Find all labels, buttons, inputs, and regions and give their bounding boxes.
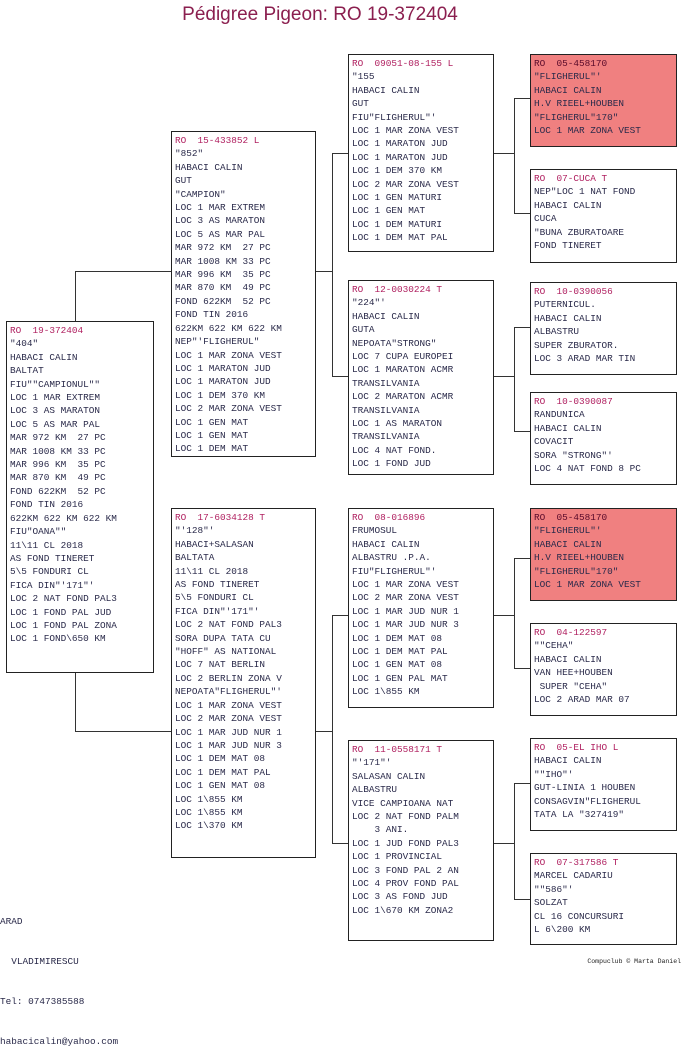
ring-number: RO 10-0390056 — [534, 286, 613, 297]
connector-line — [332, 153, 348, 154]
pigeon-card-sire — [171, 131, 316, 457]
connector-line — [514, 431, 530, 432]
pigeon-info-line: "224"' — [352, 297, 386, 309]
pigeon-info-line: LOC 1 GEN MAT — [175, 416, 249, 428]
pigeon-info-line: 11\11 CL 2018 — [175, 565, 249, 577]
pigeon-info-line: MAR 1008 KM 33 PC — [10, 445, 106, 457]
pigeon-info-line: "852" — [175, 148, 204, 160]
pigeon-info-line: "FLIGHERUL"170" — [534, 565, 619, 577]
pigeon-info-line: HABACI CALIN — [352, 84, 420, 96]
connector-line — [75, 673, 76, 731]
pigeon-info-line: LOC 1\370 KM — [175, 820, 243, 832]
pigeon-info-line: LOC 1 MAR EXTREM — [175, 202, 266, 214]
pigeon-info-line: HABACI CALIN — [352, 538, 420, 550]
connector-line — [332, 615, 333, 843]
pigeon-info-line: H.V RIEEL+HOUBEN — [534, 552, 625, 564]
pigeon-info-line: "BUNA ZBURATOARE — [534, 226, 625, 238]
pigeon-info-line: LOC 1 MARATON JUD — [352, 151, 448, 163]
pigeon-info-line: LOC 1 AS MARATON — [352, 418, 443, 430]
pigeon-info-line: MAR 870 KM 49 PC — [175, 282, 271, 294]
pigeon-info-line: LOC 1 DEM 370 KM — [175, 389, 266, 401]
pigeon-info-line: LOC 3 AS MARATON — [10, 405, 101, 417]
pigeon-info-line: LOC 1 GEN MAT — [352, 205, 426, 217]
pigeon-info-line: LOC 1\670 KM ZONA2 — [352, 904, 454, 916]
pigeon-info-line: MAR 996 KM 35 PC — [10, 459, 106, 471]
pigeon-card-dam-sire-dam — [530, 623, 677, 716]
pigeon-info-line: SOLZAT — [534, 897, 568, 909]
pigeon-info-line: LOC 1 FOND PAL JUD — [10, 606, 112, 618]
pigeon-info-line: SUPER ZBURATOR. — [534, 339, 619, 351]
pigeon-info-line: LOC 4 NAT FOND. — [352, 444, 437, 456]
pigeon-info-line: HABACI CALIN — [534, 755, 602, 767]
pigeon-info-line: MAR 996 KM 35 PC — [175, 269, 271, 281]
pigeon-info-line: HABACI CALIN — [10, 351, 78, 363]
pigeon-info-line: MAR 972 KM 27 PC — [10, 432, 106, 444]
pigeon-info-line: FRUMOSUL — [352, 525, 398, 537]
pigeon-info-line: LOC 4 PROV FOND PAL — [352, 878, 459, 890]
pigeon-card-dam-sire-sire — [530, 508, 677, 601]
pigeon-info-line: FIU""CAMPIONUL"" — [10, 378, 101, 390]
pigeon-info-line: LOC 1 MAR ZONA VEST — [352, 579, 459, 591]
pigeon-info-line: LOC 2 NAT FOND PAL3 — [10, 593, 117, 605]
pigeon-info-line: LOC 1 GEN PAL MAT — [352, 672, 448, 684]
connector-line — [514, 98, 515, 213]
pigeon-info-line: FOND TIN 2016 — [10, 499, 84, 511]
software-credit: Compuclub © Marta Daniel — [587, 958, 681, 965]
pigeon-info-line: LOC 1 MAR ZONA VEST — [534, 579, 641, 591]
ring-number: RO 19-372404 — [10, 325, 84, 336]
pigeon-info-line: LOC 1 MAR JUD NUR 1 — [352, 605, 459, 617]
pigeon-info-line: LOC 1 DEM MAT 08 — [175, 753, 266, 765]
pigeon-info-line: ALBASTRU .P.A. — [352, 552, 431, 564]
pigeon-info-line: LOC 2 BERLIN ZONA V — [175, 672, 282, 684]
pigeon-info-line: ""IHO"' — [534, 768, 574, 780]
pigeon-card-sire-sire — [348, 54, 494, 252]
pigeon-info-line: "FLIGHERUL"' — [534, 525, 602, 537]
pigeon-info-line: LOC 1 FOND PAL ZONA — [10, 619, 117, 631]
pigeon-info-line: ALBASTRU — [534, 326, 580, 338]
pigeon-info-line: LOC 1 FOND JUD — [352, 458, 431, 470]
pigeon-info-line: L 6\200 KM — [534, 924, 591, 936]
connector-line — [514, 558, 530, 559]
pigeon-info-line: GUT-LINIA 1 HOUBEN — [534, 782, 636, 794]
pigeon-info-line: FOND TINERET — [534, 240, 602, 252]
pigeon-info-line: LOC 1 JUD FOND PAL3 — [352, 837, 459, 849]
pigeon-info-line: H.V RIEEL+HOUBEN — [534, 98, 625, 110]
pigeon-info-line: HABACI CALIN — [352, 310, 420, 322]
connector-line — [514, 783, 515, 899]
pigeon-info-line: LOC 1 DEM 370 KM — [352, 165, 443, 177]
pigeon-info-line: LOC 3 FOND PAL 2 AN — [352, 864, 459, 876]
pigeon-info-line: LOC 1 MAR ZONA VEST — [175, 699, 282, 711]
pigeon-info-line: LOC 1 MAR ZONA VEST — [534, 125, 641, 137]
pigeon-info-line: CL 16 CONCURSURI — [534, 910, 625, 922]
pigeon-info-line: FIU"FLIGHERUL"' — [352, 565, 437, 577]
pigeon-info-line: LOC 1 GEN MAT 08 — [175, 780, 266, 792]
pigeon-info-line: FOND 622KM 52 PC — [10, 485, 106, 497]
breeder-contact — [0, 888, 118, 1062]
pigeon-info-line: FIU"FLIGHERUL"' — [352, 111, 437, 123]
ring-number: RO 07-317586 T — [534, 857, 619, 868]
pigeon-info-line: HABACI CALIN — [175, 161, 243, 173]
pigeon-card-sire-sire-sire — [530, 54, 677, 147]
pigeon-info-line: LOC 2 MAR ZONA VEST — [352, 178, 459, 190]
pigeon-card-root — [6, 321, 154, 673]
pigeon-info-line: LOC 4 NAT FOND 8 PC — [534, 463, 641, 475]
ring-number: RO 17-6034128 T — [175, 512, 266, 523]
pigeon-info-line: NEP"'FLIGHERUL" — [175, 336, 260, 348]
pigeon-info-line: VICE CAMPIOANA NAT — [352, 797, 454, 809]
pigeon-info-line: SORA "STRONG"' — [534, 449, 613, 461]
connector-line — [316, 731, 332, 732]
contact-email: habacicalin@yahoo.com — [0, 1036, 119, 1048]
ring-number: RO 05-458170 — [534, 512, 608, 523]
connector-line — [514, 668, 530, 669]
pigeon-info-line: 5\5 FONDURI CL — [10, 566, 89, 578]
pigeon-info-line: "FLIGHERUL"' — [534, 71, 602, 83]
pigeon-info-line: LOC 1 FOND\650 KM — [10, 633, 106, 645]
pigeon-info-line: SUPER "CEHA" — [534, 680, 608, 692]
pigeon-info-line: CONSAGVIN"FLIGHERUL — [534, 795, 641, 807]
pigeon-info-line: BALTAT — [10, 365, 44, 377]
pigeon-card-dam-dam-sire — [530, 738, 677, 831]
pigeon-info-line: "404" — [10, 338, 39, 350]
pigeon-info-line: "FLIGHERUL"170" — [534, 111, 619, 123]
pigeon-info-line: SALASAN CALIN — [352, 770, 426, 782]
contact-locality: VLADIMIRESCU — [0, 956, 79, 968]
connector-line — [75, 731, 171, 732]
pigeon-info-line: LOC 3 AS FOND JUD — [352, 891, 448, 903]
pigeon-info-line: HABACI CALIN — [534, 422, 602, 434]
pigeon-info-line: FICA DIN"'171"' — [175, 605, 260, 617]
connector-line — [514, 899, 530, 900]
pigeon-info-line: LOC 1 MARATON JUD — [352, 138, 448, 150]
connector-line — [494, 843, 514, 844]
connector-line — [514, 558, 515, 668]
ring-number: RO 12-0030224 T — [352, 284, 443, 295]
ring-number: RO 07-CUCA T — [534, 173, 608, 184]
pigeon-info-line: LOC 1 MAR ZONA VEST — [175, 349, 282, 361]
pigeon-info-line: LOC 1 DEM MATURI — [352, 218, 443, 230]
pigeon-info-line: LOC 1 DEM MAT PAL — [175, 766, 271, 778]
pigeon-info-line: 5\5 FONDURI CL — [175, 592, 254, 604]
pigeon-info-line: RANDUNICA — [534, 409, 585, 421]
pigeon-info-line: HABACI CALIN — [534, 84, 602, 96]
pigeon-card-sire-dam — [348, 280, 494, 475]
pigeon-info-line: LOC 5 AS MAR PAL — [175, 228, 266, 240]
connector-line — [332, 376, 348, 377]
pigeon-info-line: 622KM 622 KM 622 KM — [10, 512, 117, 524]
pigeon-info-line: LOC 7 CUPA EUROPEI — [352, 351, 454, 363]
pigeon-info-line: MAR 870 KM 49 PC — [10, 472, 106, 484]
connector-line — [75, 271, 76, 321]
pigeon-info-line: BALTATA — [175, 552, 215, 564]
pigeon-info-line: HABACI CALIN — [534, 538, 602, 550]
pigeon-info-line: LOC 1 PROVINCIAL — [352, 851, 443, 863]
pigeon-info-line: LOC 1 DEM MAT 08 — [352, 632, 443, 644]
pigeon-info-line: 3 ANI. — [352, 824, 409, 836]
pigeon-info-line: LOC 2 MAR ZONA VEST — [352, 592, 459, 604]
connector-line — [316, 271, 332, 272]
pigeon-info-line: TRANSILVANIA — [352, 377, 420, 389]
pigeon-info-line: LOC 3 ARAD MAR TIN — [534, 353, 636, 365]
pigeon-info-line: LOC 1 MAR ZONA VEST — [352, 125, 459, 137]
pigeon-info-line: LOC 5 AS MAR PAL — [10, 418, 101, 430]
ring-number: RO 04-122597 — [534, 627, 608, 638]
pigeon-info-line: SORA DUPA TATA CU — [175, 632, 271, 644]
pigeon-info-line: LOC 1 DEM MAT PAL — [352, 232, 448, 244]
pigeon-info-line: 11\11 CL 2018 — [10, 539, 84, 551]
pigeon-info-line: GUT — [175, 175, 192, 187]
pigeon-info-line: FOND TIN 2016 — [175, 309, 249, 321]
pigeon-info-line: AS FOND TINERET — [175, 579, 260, 591]
pigeon-card-sire-dam-dam — [530, 392, 677, 485]
contact-city: ARAD — [0, 915, 23, 927]
pigeon-info-line: LOC 1 MAR EXTREM — [10, 392, 101, 404]
pigeon-info-line: TATA LA "327419" — [534, 809, 625, 821]
ring-number: RO 05-EL IHO L — [534, 742, 619, 753]
pigeon-info-line: LOC 1 GEN MAT 08 — [352, 659, 443, 671]
connector-line — [494, 153, 514, 154]
pigeon-info-line: LOC 2 NAT FOND PAL3 — [175, 619, 282, 631]
pigeon-info-line: AS FOND TINERET — [10, 552, 95, 564]
pigeon-info-line: LOC 1 DEM MAT PAL — [352, 646, 448, 658]
ring-number: RO 15-433852 L — [175, 135, 260, 146]
pigeon-info-line: CUCA — [534, 213, 557, 225]
connector-line — [332, 615, 348, 616]
pigeon-info-line: MAR 1008 KM 33 PC — [175, 255, 271, 267]
pigeon-info-line: TRANSILVANIA — [352, 431, 420, 443]
pigeon-info-line: NEPOATA"FLIGHERUL"' — [175, 686, 282, 698]
pigeon-info-line: LOC 1 MARATON JUD — [175, 362, 271, 374]
pigeon-info-line: LOC 2 MAR ZONA VEST — [175, 713, 282, 725]
pigeon-info-line: HABACI CALIN — [534, 312, 602, 324]
pigeon-info-line: LOC 1 DEM MAT — [175, 443, 249, 455]
pigeon-info-line: "'128"' — [175, 525, 215, 537]
page-title: Pédigree Pigeon: RO 19-372404 — [182, 4, 458, 25]
pigeon-card-sire-dam-sire — [530, 282, 677, 375]
pigeon-info-line: LOC 1 GEN MAT — [175, 429, 249, 441]
pigeon-info-line: LOC 7 NAT BERLIN — [175, 659, 266, 671]
pigeon-info-line: LOC 1 MARATON ACMR — [352, 364, 454, 376]
pigeon-info-line: LOC 1\855 KM — [352, 686, 420, 698]
pigeon-info-line: COVACIT — [534, 436, 574, 448]
pigeon-info-line: FICA DIN"'171"' — [10, 579, 95, 591]
connector-line — [494, 615, 514, 616]
pigeon-card-sire-sire-dam — [530, 169, 677, 263]
pigeon-info-line: LOC 2 MARATON ACMR — [352, 391, 454, 403]
connector-line — [332, 843, 348, 844]
pigeon-info-line: TRANSILVANIA — [352, 404, 420, 416]
pigeon-info-line: GUT — [352, 98, 369, 110]
pigeon-card-dam-dam — [348, 740, 494, 941]
pigeon-info-line: "HOFF" AS NATIONAL — [175, 646, 277, 658]
pigeon-info-line: PUTERNICUL. — [534, 299, 596, 311]
pigeon-info-line: LOC 1\855 KM — [175, 793, 243, 805]
ring-number: RO 10-0390087 — [534, 396, 613, 407]
pigeon-info-line: ""586"' — [534, 883, 574, 895]
ring-number: RO 11-0558171 T — [352, 744, 443, 755]
pigeon-info-line: "CAMPION" — [175, 188, 226, 200]
pigeon-card-dam — [171, 508, 316, 858]
pigeon-info-line: LOC 1 MARATON JUD — [175, 376, 271, 388]
connector-line — [75, 271, 171, 272]
pigeon-info-line: "155 — [352, 71, 375, 83]
pigeon-info-line: MARCEL CADARIU — [534, 870, 613, 882]
ring-number: RO 08-016896 — [352, 512, 426, 523]
connector-line — [514, 327, 515, 431]
pigeon-info-line: HABACI CALIN — [534, 653, 602, 665]
pigeon-info-line: HABACI+SALASAN — [175, 538, 254, 550]
pigeon-info-line: NEP"LOC 1 NAT FOND — [534, 186, 636, 198]
connector-line — [494, 376, 514, 377]
pigeon-info-line: LOC 1 MAR JUD NUR 3 — [175, 739, 282, 751]
connector-line — [514, 327, 530, 328]
pigeon-info-line: GUTA — [352, 324, 375, 336]
pigeon-info-line: LOC 2 NAT FOND PALM — [352, 811, 459, 823]
connector-line — [514, 213, 530, 214]
pigeon-info-line: "'171"' — [352, 757, 392, 769]
pigeon-info-line: 622KM 622 KM 622 KM — [175, 322, 282, 334]
pigeon-info-line: ALBASTRU — [352, 784, 398, 796]
contact-phone: Tel: 0747385588 — [0, 996, 85, 1008]
pigeon-info-line: HABACI CALIN — [534, 199, 602, 211]
pigeon-info-line: MAR 972 KM 27 PC — [175, 242, 271, 254]
pigeon-info-line: LOC 1 MAR JUD NUR 3 — [352, 619, 459, 631]
pigeon-info-line: VAN HEE+HOUBEN — [534, 667, 613, 679]
pigeon-info-line: LOC 2 ARAD MAR 07 — [534, 694, 630, 706]
connector-line — [514, 783, 530, 784]
pigeon-info-line: ""CEHA" — [534, 640, 574, 652]
pigeon-info-line: LOC 1\855 KM — [175, 806, 243, 818]
pigeon-info-line: NEPOATA"STRONG" — [352, 337, 437, 349]
ring-number: RO 05-458170 — [534, 58, 608, 69]
pigeon-info-line: FIU"OANA"" — [10, 526, 67, 538]
pigeon-info-line: FOND 622KM 52 PC — [175, 295, 271, 307]
pigeon-card-dam-dam-dam — [530, 853, 677, 945]
pigeon-info-line: LOC 3 AS MARATON — [175, 215, 266, 227]
ring-number: RO 09051-08-155 L — [352, 58, 454, 69]
pigeon-info-line: LOC 1 GEN MATURI — [352, 192, 443, 204]
connector-line — [514, 98, 530, 99]
pigeon-info-line: LOC 1 MAR JUD NUR 1 — [175, 726, 282, 738]
pigeon-card-dam-sire — [348, 508, 494, 708]
connector-line — [332, 153, 333, 376]
pigeon-info-line: LOC 2 MAR ZONA VEST — [175, 403, 282, 415]
